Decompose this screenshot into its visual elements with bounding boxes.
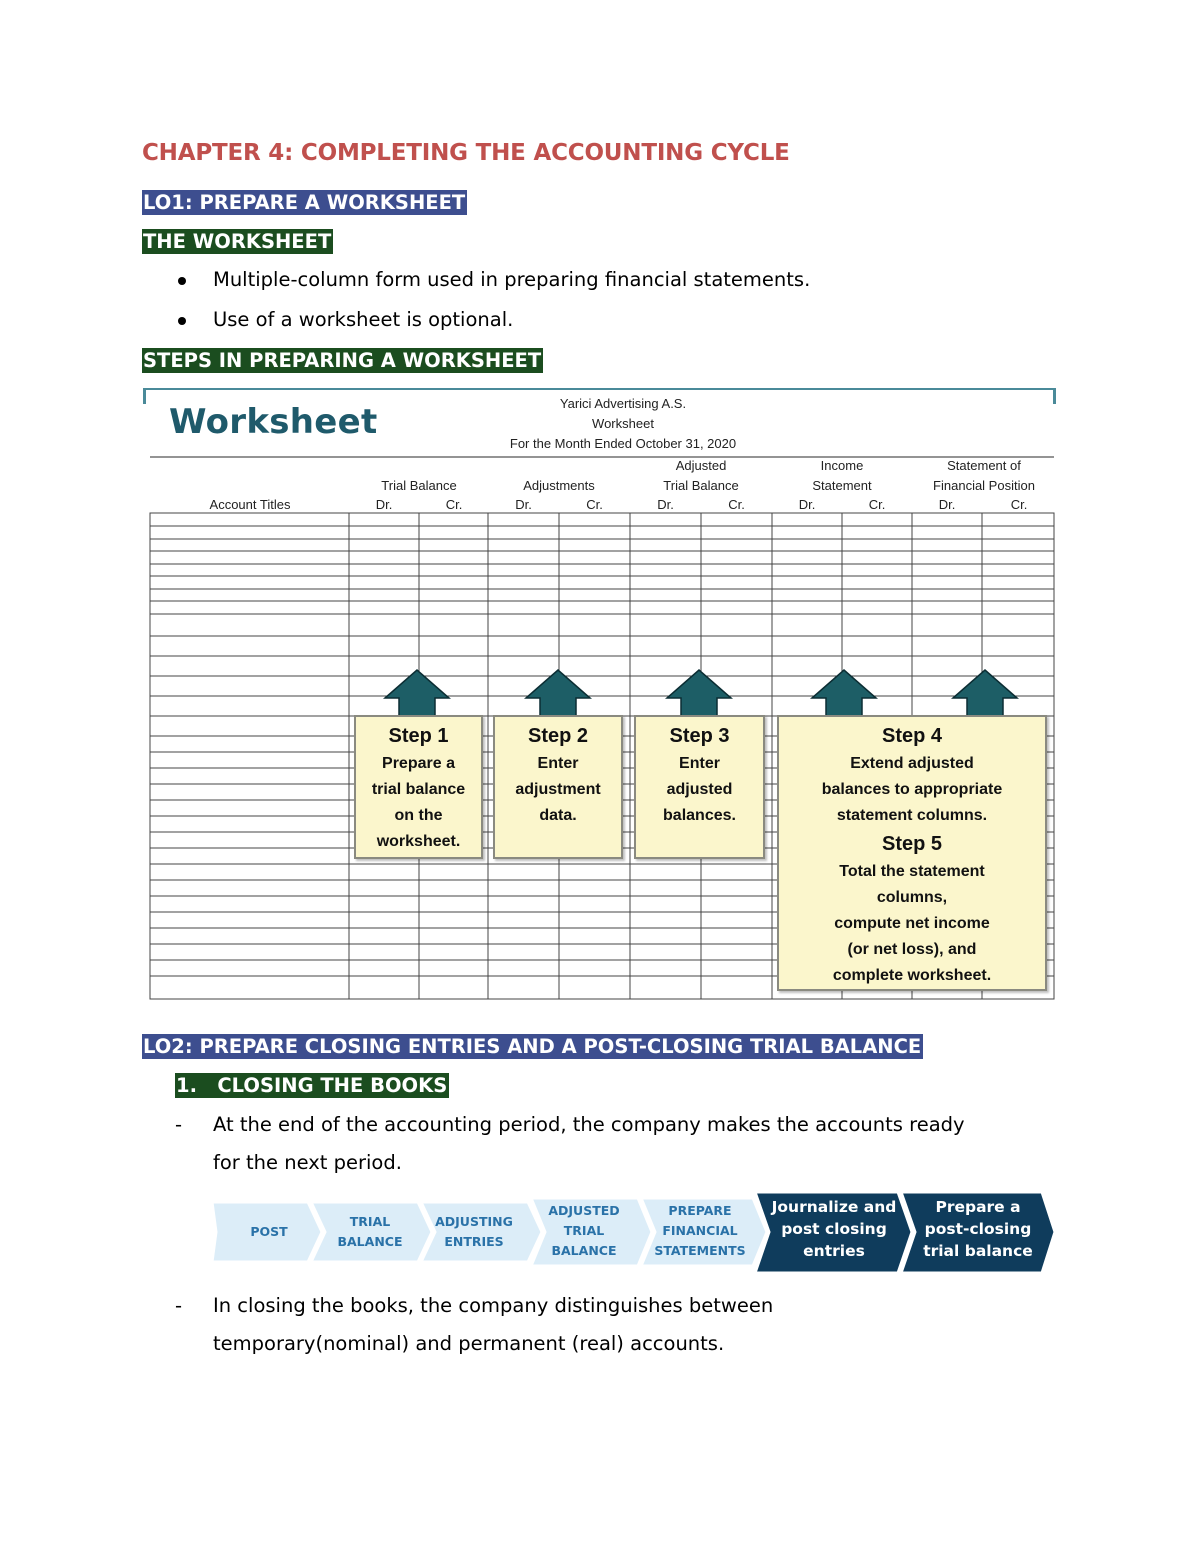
cr-header: Cr. (445, 497, 463, 512)
list-item: Multiple-column form used in preparing financial statements. (175, 266, 810, 306)
adjustments-header: Adjustments (523, 478, 595, 493)
period-line: For the Month Ended October 31, 2020 (509, 436, 737, 451)
income-statement-header-line2: Statement (812, 478, 872, 493)
process-step-adjusting-entries: ADJUSTING ENTRIES (435, 1214, 513, 1249)
process-step-trial-balance: TRIAL BALANCE (337, 1214, 403, 1249)
account-titles-header: Account Titles (209, 497, 291, 512)
worksheet-bullet-list (175, 266, 810, 346)
process-step-journalize-closing: Journalize and post closing entries (771, 1198, 897, 1260)
worksheet-figure (143, 388, 1058, 1005)
process-step-post: POST (250, 1224, 288, 1239)
lo2-heading: LO2: PREPARE CLOSING ENTRIES AND A POST-CLOSING TRIAL BALANCE (143, 1035, 922, 1058)
dr-header: Dr. (657, 497, 674, 512)
lo1-heading: LO1: PREPARE A WORKSHEET (143, 191, 466, 214)
adjusted-tb-header-line2: Trial Balance (663, 478, 739, 493)
process-step-adjusted-trial-balance: ADJUSTED TRIAL BALANCE (548, 1203, 620, 1258)
step-1-box: Step 1 Prepare a trial balance on the worksheet. (354, 715, 483, 859)
trial-balance-header: Trial Balance (381, 478, 457, 493)
step-4-5-box: Step 4 Extend adjusted balances to appropriate statement columns. Step 5 Total the statement columns, compute net income (or net loss), and complete worksheet. (777, 715, 1047, 991)
dr-header: Dr. (938, 497, 956, 512)
worksheet-subheading: THE WORKSHEET (143, 230, 332, 253)
step-3-box: Step 3 Enter adjusted balances. (634, 715, 765, 859)
worksheet-title: Worksheet (169, 402, 378, 442)
steps-heading: STEPS IN PREPARING A WORKSHEET (143, 349, 542, 372)
bullet-icon (178, 277, 186, 285)
document-name: Worksheet (592, 416, 654, 431)
chapter-title: CHAPTER 4: COMPLETING THE ACCOUNTING CYCLE (142, 140, 790, 166)
income-statement-header-line1: Income (820, 458, 864, 473)
dr-header: Dr. (515, 497, 532, 512)
bullet-icon (178, 317, 186, 325)
list-item: - In closing the books, the company distinguishes between temporary(nominal) and permanent (real) accounts. (175, 1294, 774, 1355)
cr-header: Cr. (728, 497, 745, 512)
up-arrow-icon (667, 670, 731, 717)
process-step-post-closing-trial-balance: Prepare a post-closing trial balance (923, 1198, 1033, 1260)
process-step-prepare-financial-statements: PREPARE FINANCIAL STATEMENTS (654, 1203, 746, 1258)
cr-header: Cr. (586, 497, 603, 512)
dr-header: Dr. (375, 497, 393, 512)
sfp-header-line2: Financial Position (933, 478, 1035, 493)
adjusted-tb-header-line1: Adjusted (675, 458, 727, 473)
list-item: Use of a worksheet is optional. (175, 306, 810, 346)
step-2-box: Step 2 Enter adjustment data. (493, 715, 623, 859)
cr-header: Cr. (1010, 497, 1028, 512)
sfp-header-line1: Statement of (947, 458, 1021, 473)
up-arrow-icon (526, 670, 590, 717)
up-arrow-icon (953, 670, 1017, 717)
up-arrow-icon (812, 670, 876, 717)
closing-books-subheading: 1. CLOSING THE BOOKS (176, 1074, 448, 1097)
accounting-cycle-process (212, 1192, 1056, 1273)
dr-header: Dr. (798, 497, 816, 512)
up-arrow-icon (385, 670, 449, 717)
company-name: Yarici Advertising A.S. (559, 396, 687, 411)
cr-header: Cr. (868, 497, 886, 512)
list-item: - At the end of the accounting period, the company makes the accounts ready for the next period. (175, 1113, 965, 1174)
